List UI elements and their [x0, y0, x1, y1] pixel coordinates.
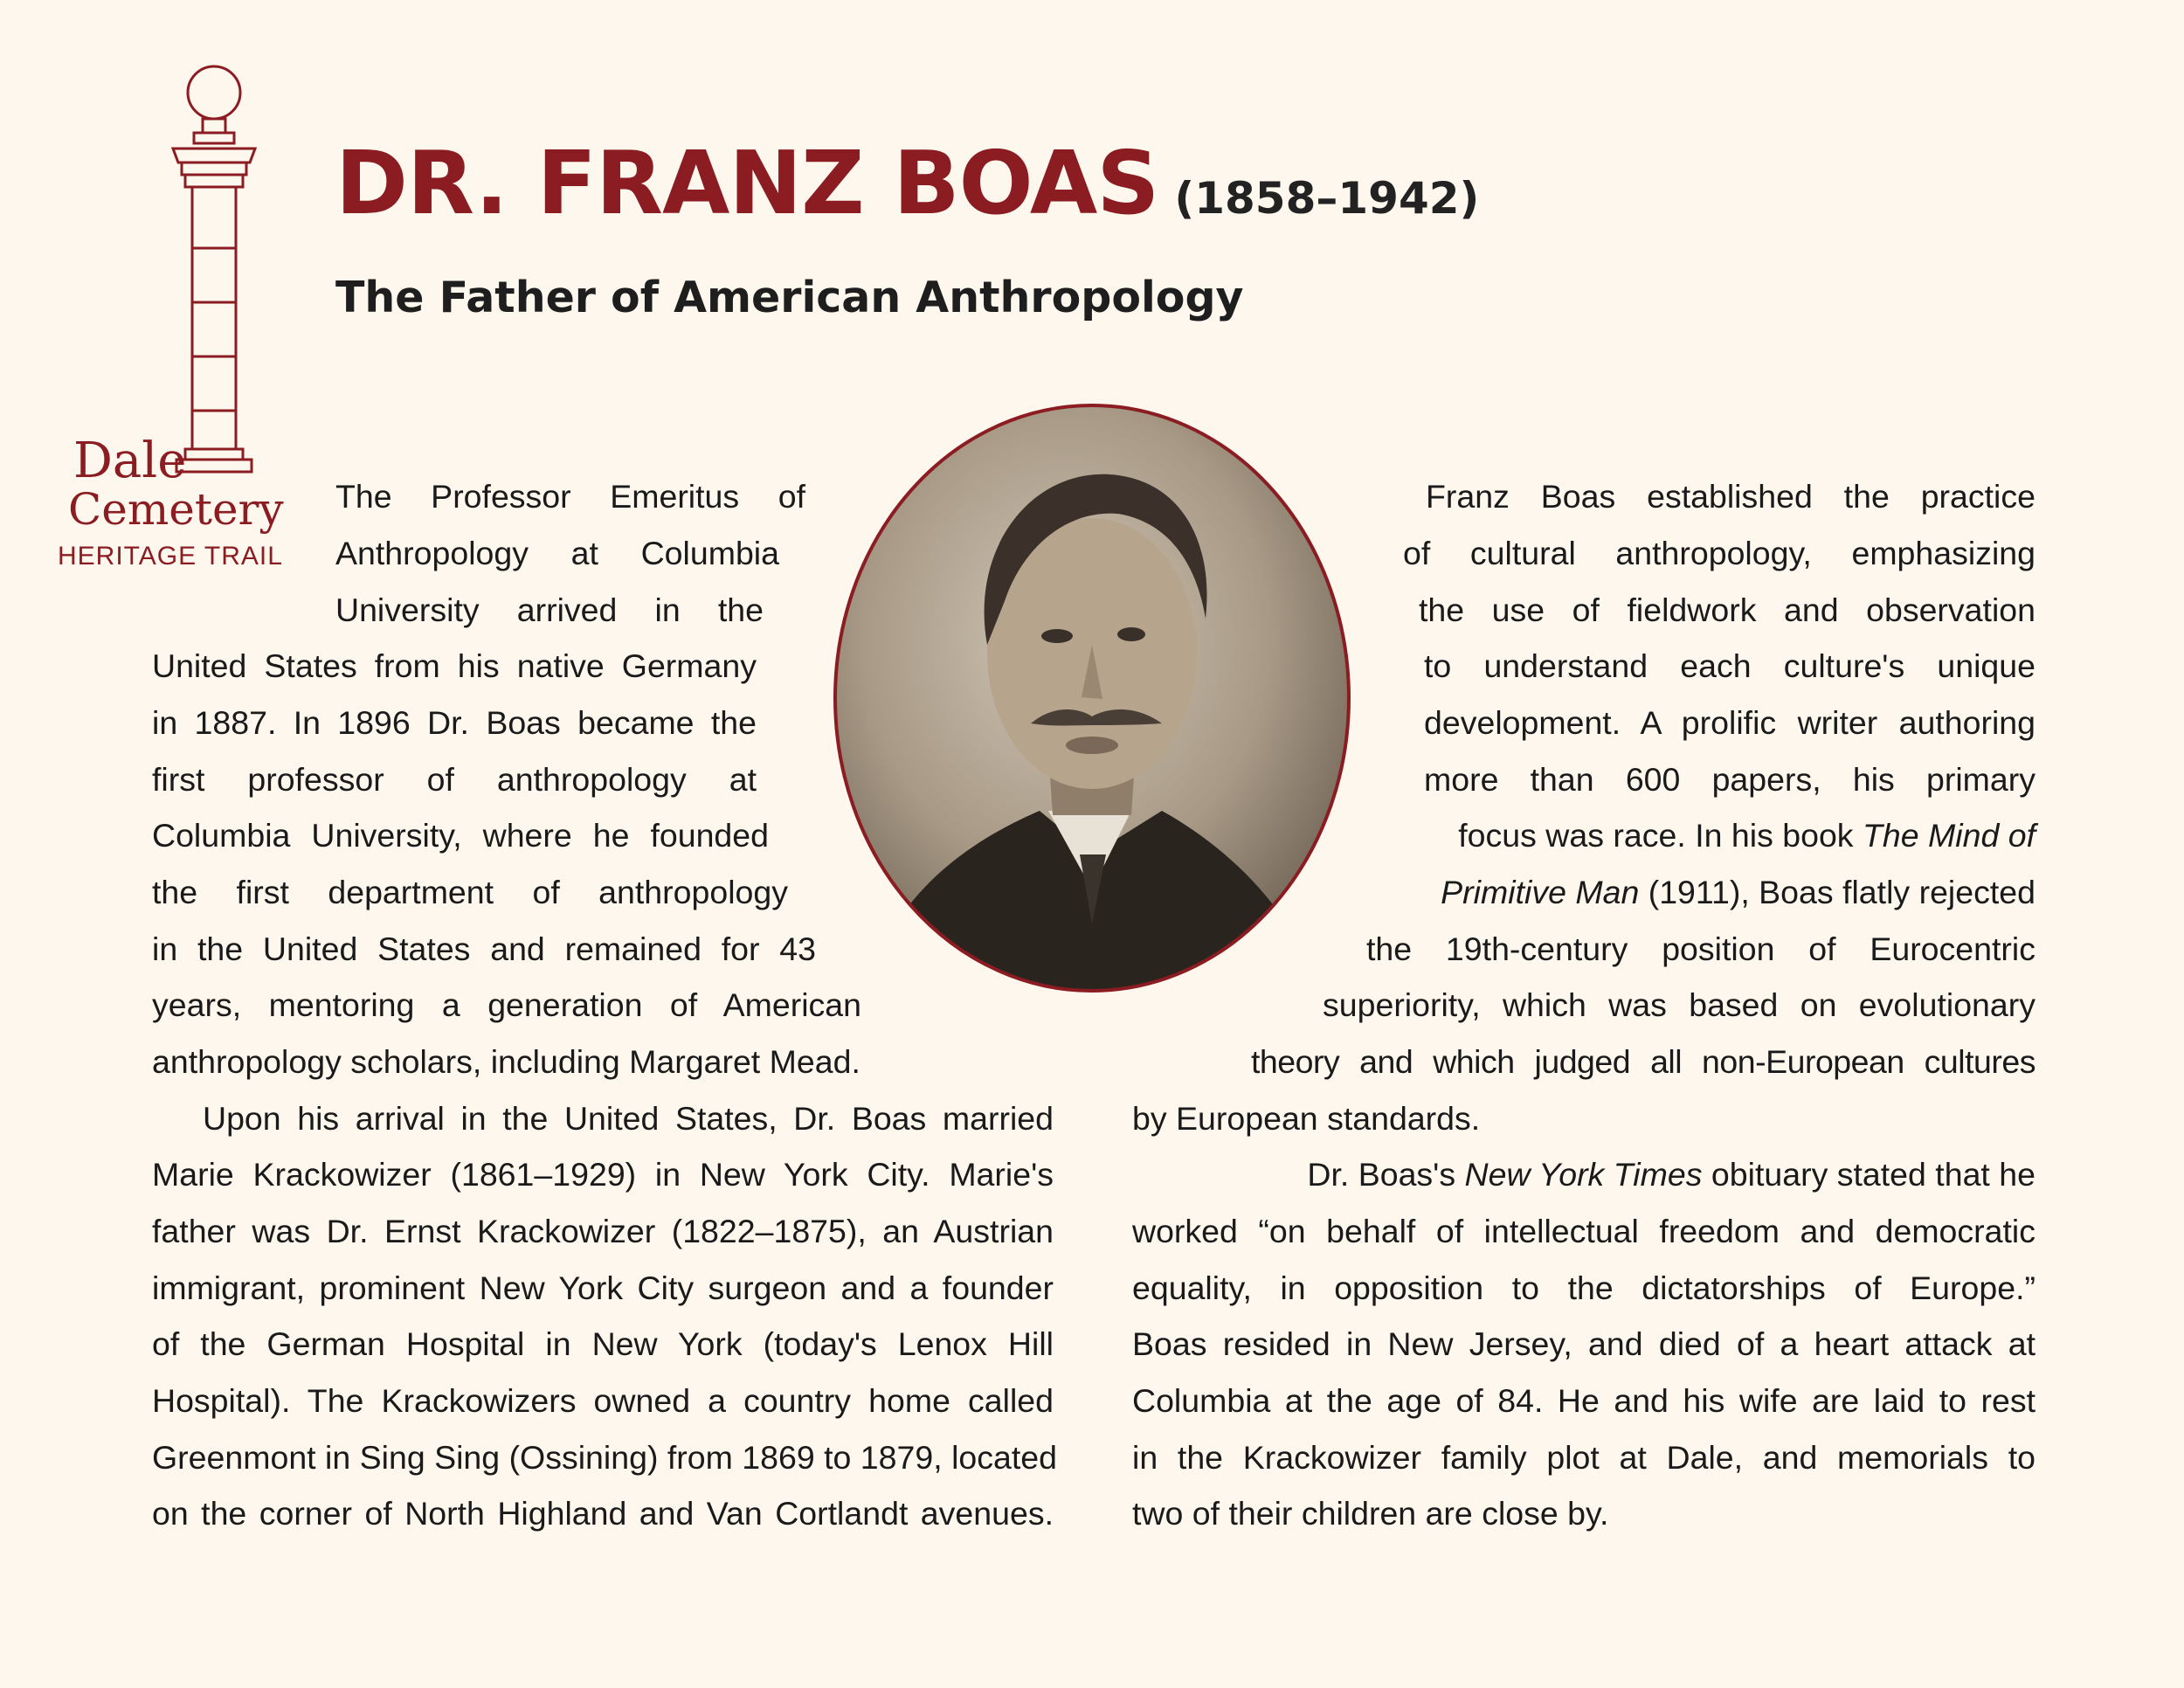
left-line-7: Columbia University, where he founded — [152, 817, 769, 854]
left-line-14: father was Dr. Ernst Krackowizer (1822–1875), an Austrian — [152, 1213, 1054, 1249]
left-line-16: of the German Hospital in New York (today's Lenox Hill — [152, 1325, 1054, 1362]
right-line-16: Boas resided in New Jersey, and died of a heart attack at — [1132, 1325, 2035, 1362]
column-monument-icon — [166, 61, 262, 481]
right-line-8-text: (1911), Boas flatly rejected — [1639, 874, 2035, 910]
right-line-9: the 19th-century position of Eurocentric — [1366, 930, 2035, 967]
logo-line-cemetery: Cemetery — [68, 484, 284, 535]
person-name: DR. FRANZ BOAS — [335, 132, 1159, 234]
newspaper-title: New York Times — [1464, 1156, 1703, 1193]
right-line-3: the use of fieldwork and observation — [1419, 591, 2035, 628]
right-line-5: development. A prolific writer authoring — [1424, 704, 2035, 741]
left-line-2: Anthropology at Columbia — [335, 535, 779, 571]
left-line-17: Hospital). The Krackowizers owned a country home called — [152, 1382, 1054, 1419]
right-line-13-text: Dr. Boas's — [1307, 1156, 1465, 1193]
right-line-7 — [1398, 817, 2035, 854]
left-line-5: in 1887. In 1896 Dr. Boas became the — [152, 704, 757, 741]
right-line-8 — [1380, 876, 2035, 910]
book-title-part-2: Primitive Man — [1441, 874, 1640, 910]
right-line-13 — [1181, 1156, 2035, 1193]
logo-line-heritage-trail: HERITAGE TRAIL — [58, 542, 283, 571]
left-line-13: Marie Krackowizer (1861–1929) in New York City. Marie's — [152, 1156, 1054, 1193]
left-line-9: in the United States and remained for 43 — [152, 930, 816, 967]
dale-cemetery-logo — [52, 61, 288, 585]
right-line-12: by European standards. — [1132, 1100, 1481, 1137]
left-line-10: years, mentoring a generation of American — [152, 986, 861, 1023]
right-line-6: more than 600 papers, his primary — [1424, 761, 2035, 798]
logo-line-dale: Dale — [73, 432, 187, 489]
left-line-18: Greenmont in Sing Sing (Ossining) from 1869 to 1879, located — [152, 1439, 1057, 1476]
left-line-12: Upon his arrival in the United States, Dr. Boas married — [203, 1100, 1054, 1137]
right-line-11: theory and which judged all non-European cultures — [1251, 1043, 2035, 1080]
right-line-19: two of their children are close by. — [1132, 1495, 1609, 1532]
left-line-15: immigrant, prominent New York City surgeon and a founder — [152, 1269, 1054, 1306]
right-line-17: Columbia at the age of 84. He and his wife are laid to rest — [1132, 1382, 2035, 1419]
left-line-4: United States from his native Germany — [152, 647, 757, 684]
left-line-1: The Professor Emeritus of — [335, 478, 805, 515]
right-line-7-text: focus was race. In his book — [1458, 817, 1863, 854]
page-title — [335, 132, 1480, 234]
right-line-10: superiority, which was based on evolutionary — [1323, 986, 2035, 1023]
right-line-13-tail: obituary stated that he — [1702, 1156, 2035, 1193]
life-dates: (1858–1942) — [1174, 173, 1480, 224]
left-line-19: on the corner of North Highland and Van Cortlandt avenues. — [152, 1495, 1054, 1532]
left-line-8: the first department of anthropology — [152, 874, 788, 910]
left-line-3: University arrived in the — [335, 591, 764, 628]
right-line-14: worked “on behalf of intellectual freedom and democratic — [1132, 1213, 2035, 1249]
portrait-photo — [830, 400, 1354, 996]
right-line-18: in the Krackowizer family plot at Dale, and memorials to — [1132, 1439, 2035, 1476]
right-line-15: equality, in opposition to the dictatorships of Europe.” — [1132, 1269, 2035, 1306]
left-line-6: first professor of anthropology at — [152, 761, 757, 798]
right-line-4: to understand each culture's unique — [1424, 647, 2035, 684]
right-line-2: of cultural anthropology, emphasizing — [1403, 535, 2035, 571]
page-subtitle: The Father of American Anthropology — [335, 273, 1244, 322]
right-line-1: Franz Boas established the practice — [1426, 478, 2035, 515]
book-title-part-1: The Mind of — [1862, 817, 2035, 854]
left-line-11: anthropology scholars, including Margaret Mead. — [152, 1043, 860, 1080]
